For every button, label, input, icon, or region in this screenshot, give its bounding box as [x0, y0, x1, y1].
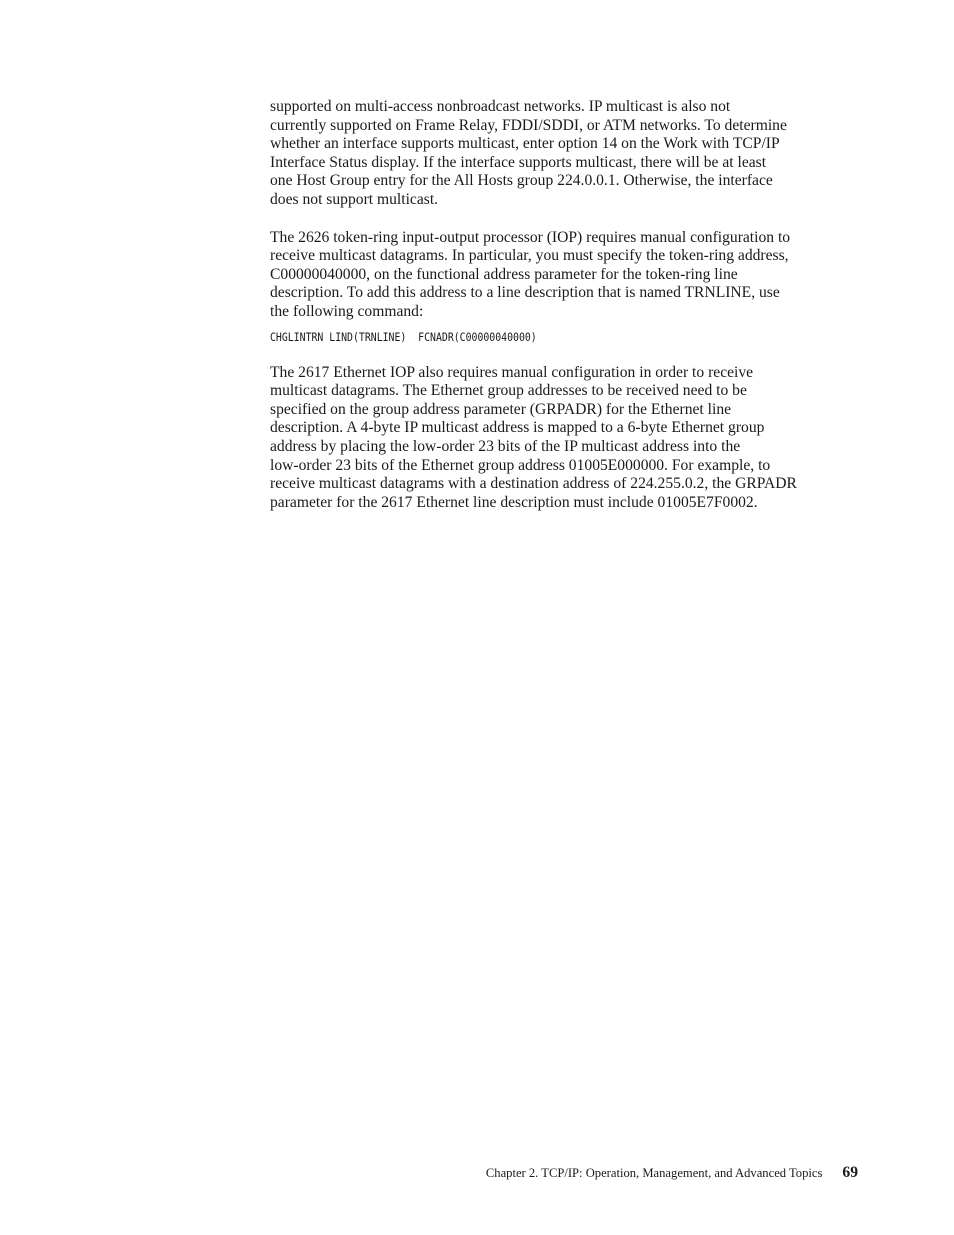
text-line: description. To add this address to a line description that is named TRNLINE, use	[270, 284, 780, 302]
paragraph-token-ring-iop	[270, 229, 870, 322]
text-line: the following command:	[270, 302, 424, 320]
text-line: Interface Status display. If the interface supports multicast, there will be at least	[270, 153, 767, 171]
code-example: CHGLINTRN LIND(TRNLINE) FCNADR(C00000040000)	[270, 330, 537, 344]
text-line: whether an interface supports multicast, enter option 14 on the Work with TCP/IP	[270, 135, 780, 153]
text-line: receive multicast datagrams. In particular, you must specify the token-ring address,	[270, 247, 789, 265]
text-line: supported on multi-access nonbroadcast networks. IP multicast is also not	[270, 98, 731, 115]
text-line: The 2617 Ethernet IOP also requires manual configuration in order to receive	[270, 363, 754, 381]
text-line: parameter for the 2617 Ethernet line description must include 01005E7F0002.	[270, 493, 758, 511]
footer-chapter-title: Chapter 2. TCP/IP: Operation, Management, and Advanced Topics	[485, 1166, 823, 1180]
paragraph-ethernet-iop	[270, 364, 870, 513]
page-footer	[486, 1164, 858, 1182]
text-line: multicast datagrams. The Ethernet group addresses to be received need to be	[270, 382, 747, 400]
text-line: specified on the group address parameter (GRPADR) for the Ethernet line	[270, 400, 732, 418]
page-content	[270, 98, 870, 512]
text-line: description. A 4-byte IP multicast address is mapped to a 6-byte Ethernet group	[270, 419, 765, 437]
text-line: address by placing the low-order 23 bits of the IP multicast address into the	[270, 437, 741, 455]
text-line: low-order 23 bits of the Ethernet group address 01005E000000. For example, to	[270, 456, 771, 474]
page-number: 69	[842, 1164, 858, 1181]
text-line: receive multicast datagrams with a destination address of 224.255.0.2, the GRPADR	[270, 475, 797, 493]
text-line: currently supported on Frame Relay, FDDI/SDDI, or ATM networks. To determine	[270, 116, 787, 134]
paragraph-multicast-support	[270, 98, 870, 210]
text-line: one Host Group entry for the All Hosts group 224.0.0.1. Otherwise, the interface	[270, 172, 773, 190]
text-line: C00000040000, on the functional address parameter for the token-ring line	[270, 265, 738, 283]
text-line: does not support multicast.	[270, 190, 439, 208]
text-line: The 2626 token-ring input-output processor (IOP) requires manual configuration to	[270, 228, 791, 246]
